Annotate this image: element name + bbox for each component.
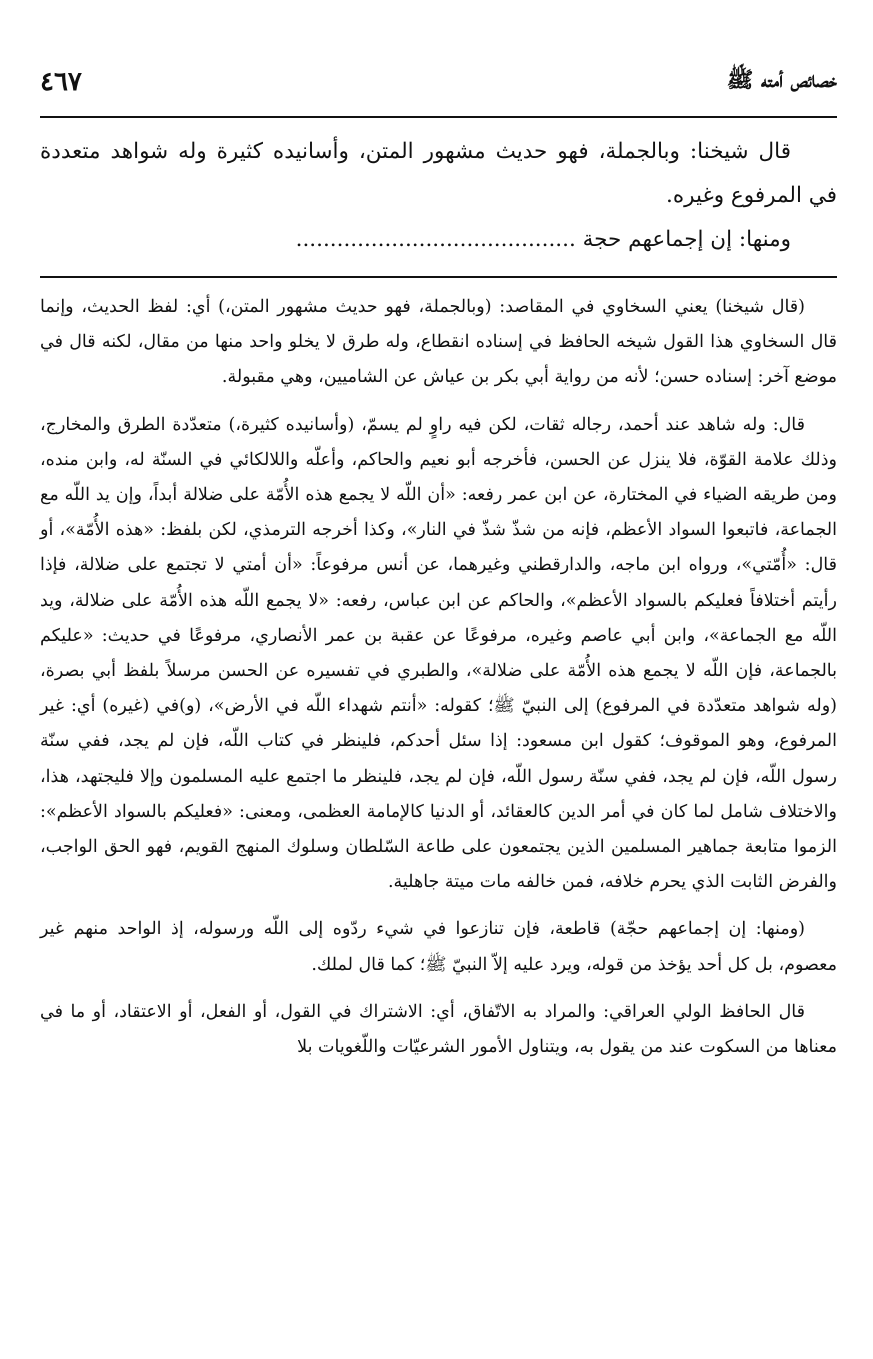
commentary-paragraph: (قال شيخنا) يعني السخاوي في المقاصد: (وبالجملة، فهو حديث مشهور المتن،) أي: لفظ الحديث، وإنما قال السخاوي هذا القول شيخه الحافظ في إسناده انقطاع، وله طرق لا يخلو واحد منها من مقال، لكنه قال في موضع آخر: إسناده حسن؛ لأنه من رواية أبي بكر بن عياش عن الشاميين، وهي مقبولة. xyxy=(40,297,837,388)
commentary xyxy=(40,290,837,1077)
commentary-paragraph: قال الحافظ الولي العراقي: والمراد به الاتّفاق، أي: الاشتراك في القول، أو الفعل، أو الاعتقاد، أو ما في معناها من السكوت عند من يقول به، ويتناول الأمور الشرعيّات واللّغويات بلا xyxy=(40,1001,837,1058)
header-rule xyxy=(40,116,837,118)
page-header xyxy=(40,62,837,102)
main-text xyxy=(40,130,837,262)
separator-rule xyxy=(40,276,837,278)
commentary-paragraph: (ومنها: إن إجماعهم حجّة) قاطعة، فإن تنازعوا في شيء ردّوه إلى اللّه ورسوله، إذ الواحد منهم غير معصوم، بل كل أحد يؤخذ من قوله، ويرد عليه إلاّ النبيّ ﷺ؛ كما قال لملك. xyxy=(40,919,837,975)
matn-paragraph: قال شيخنا: وبالجملة، فهو حديث مشهور المتن، وأسانيده كثيرة وله شواهد متعددة في المرفوع وغيره. xyxy=(40,139,837,208)
page-number: ٤٦٧ xyxy=(40,67,82,97)
matn-paragraph: ومنها: إن إجماعهم حجة ......................................... xyxy=(295,227,791,252)
commentary-paragraph: قال: وله شاهد عند أحمد، رجاله ثقات، لكن فيه راوٍ لم يسمّ، (وأسانيده كثيرة،) متعدّدة الطرق والمخارج، وذلك علامة القوّة، فلا ينزل عن الحسن، فأخرجه أبو نعيم والحاكم، وأعلّه واللالكائي في السنّة له، وابن منده، ومن طريقه الضياء في المختارة، عن ابن عمر رفعه: «أن اللّه لا يجمع هذه الأُمّة على ضلالة أبداً، وإن يد اللّه مع الجماعة، فاتبعوا السواد الأعظم، فإنه من شذّ شذّ في النار»، وكذا أخرجه الترمذي، لكن بلفظ: «هذه الأُمّة»، أو قال: «أُمّتي»، ورواه ابن ماجه، والدارقطني وغيرهما، عن أنس مرفوعاً: «أن أمتي لا تجتمع على ضلالة، فإذا رأيتم أختلافاً فعليكم بالسواد الأعظم»، والحاكم عن ابن عباس، رفعه: «لا يجمع اللّه هذه الأُمّة على ضلالة، ويد اللّه مع الجماعة»، وابن أبي عاصم وغيره، مرفوعًا عن عقبة بن عمر الأنصاري، مرفوعًا في حديث: «عليكم بالجماعة، فإن اللّه لا يجمع هذه الأُمّة على ضلالة»، والطبري في تفسيره عن الحسن مرسلاً بلفظ أبي بصرة، (وله شواهد متعدّدة في المرفوع) إلى النبيّ ﷺ؛ كقوله: «أنتم شهداء اللّه في الأرض»، (و)في (غيره) أي: غير المرفوع، وهو الموقوف؛ كقول ابن مسعود: إذا سئل أحدكم، فلينظر في كتاب اللّه، فإن لم يجد، ففي سنّة رسول اللّه، فإن لم يجد، ففي سنّة رسول اللّه، فإن لم يجد، فلينظر ما اجتمع عليه المسلمون وإلا فليجتهد، هذا، والاختلاف شامل لما كان في أمر الدين كالعقائد، أو الدنيا كالإمامة العظمى، ومعنى: «فعليكم بالسواد الأعظم»: الزموا متابعة جماهير المسلمين الذين يجتمعون على طاعة السّلطان وسلوك المنهج القويم، فهو الحق الواجب، والفرض الثابت الذي يحرم خلافه، فمن خالفه مات ميتة جاهلية. xyxy=(40,414,837,893)
running-title: خصائص أمته ﷺ xyxy=(726,67,837,93)
